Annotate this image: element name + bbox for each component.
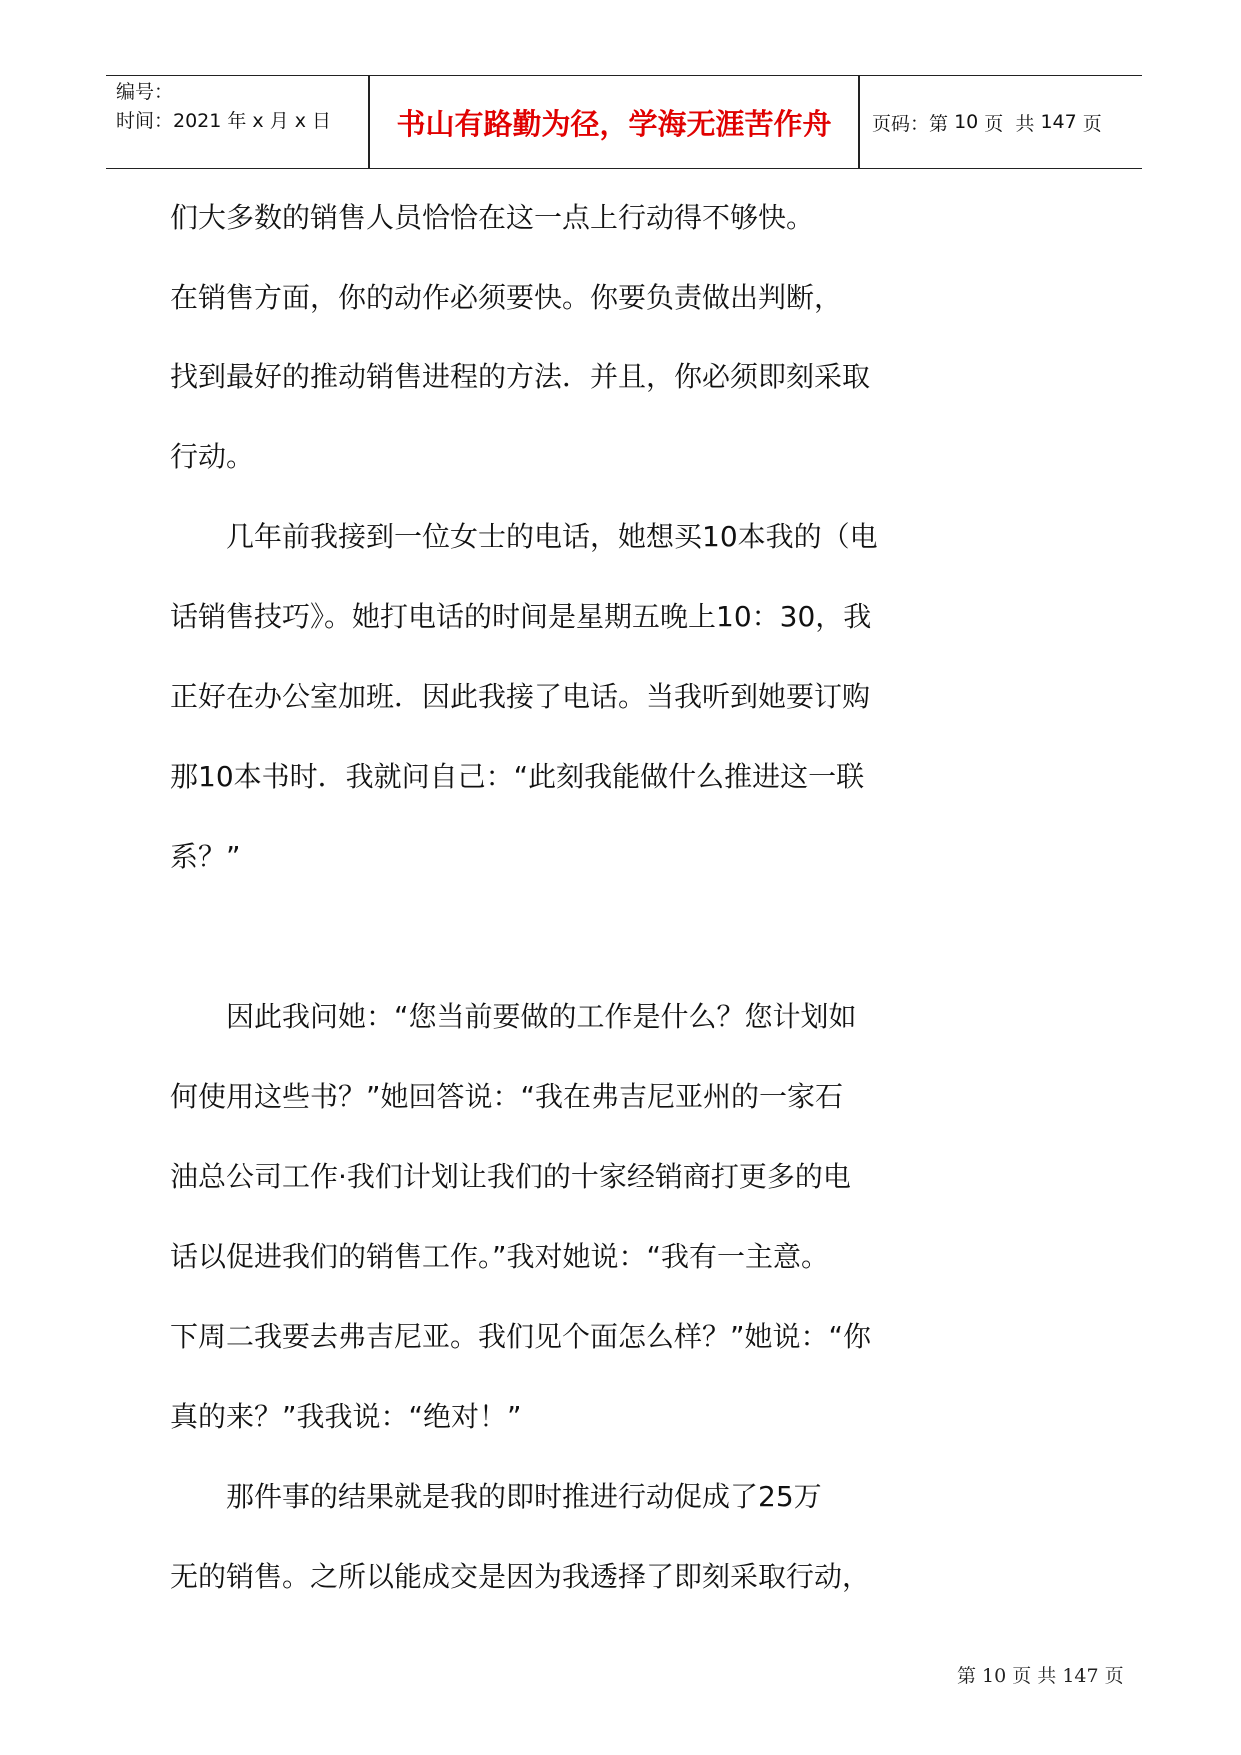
body-line: 话销售技巧》。她打电话的时间是星期五晚上10：30，我 xyxy=(170,600,872,633)
body-line: 下周二我要去弗吉尼亚。我们见个面怎么样？”她说：“你 xyxy=(170,1320,872,1353)
serial-number-label: 编号： xyxy=(116,81,174,103)
body-line: 话以促进我们的销售工作。”我对她说：“我有一主意。 xyxy=(170,1240,830,1273)
header-meta xyxy=(116,76,374,168)
body-line: 因此我问她：“您当前要做的工作是什么？您计划如 xyxy=(170,1000,857,1033)
page-footer: 第 10 页 共 147 页 xyxy=(957,1665,1124,1687)
header-divider xyxy=(858,76,860,168)
header-page-info xyxy=(872,76,1102,168)
time-label: 时间：2021 年 x 月 x 日 xyxy=(116,110,332,132)
body-line: 真的来？”我我说：“绝对！” xyxy=(170,1400,522,1433)
body-line: 那件事的结果就是我的即时推进行动促成了25万 xyxy=(170,1480,822,1513)
page-header xyxy=(106,75,1142,169)
body-line: 无的销售。之所以能成交是因为我透择了即刻采取行动， xyxy=(170,1560,871,1593)
page-mid: 页 共 xyxy=(984,112,1035,135)
header-motto: 书山有路勤为径，学海无涯苦作舟 xyxy=(396,106,832,141)
body-line: 正好在办公室加班．因此我接了电话。当我听到她要订购 xyxy=(170,680,871,713)
page-end: 页 xyxy=(1082,112,1102,135)
body-line: 何使用这些书？”她回答说：“我在弗吉尼亚州的一家石 xyxy=(170,1080,844,1113)
page-current: 10 xyxy=(954,111,979,133)
body-line: 那10本书时．我就问自己：“此刻我能做什么推进这一联 xyxy=(170,760,865,793)
body-line: 在销售方面，你的动作必须要快。你要负责做出判断， xyxy=(170,281,843,314)
body-line: 们大多数的销售人员恰恰在这一点上行动得不够快。 xyxy=(170,201,815,234)
page-label: 页码：第 xyxy=(872,112,949,135)
page-total: 147 xyxy=(1040,111,1077,133)
body-line: 油总公司工作·我们计划让我们的十家经销商打更多的电 xyxy=(170,1160,851,1193)
body-line: 找到最好的推动销售进程的方法．并且，你必须即刻采取 xyxy=(170,360,871,393)
body-line: 行动。 xyxy=(170,440,255,473)
body-line: 系？” xyxy=(170,840,241,873)
body-line: 几年前我接到一位女士的电话，她想买10本我的（电 xyxy=(170,520,878,553)
